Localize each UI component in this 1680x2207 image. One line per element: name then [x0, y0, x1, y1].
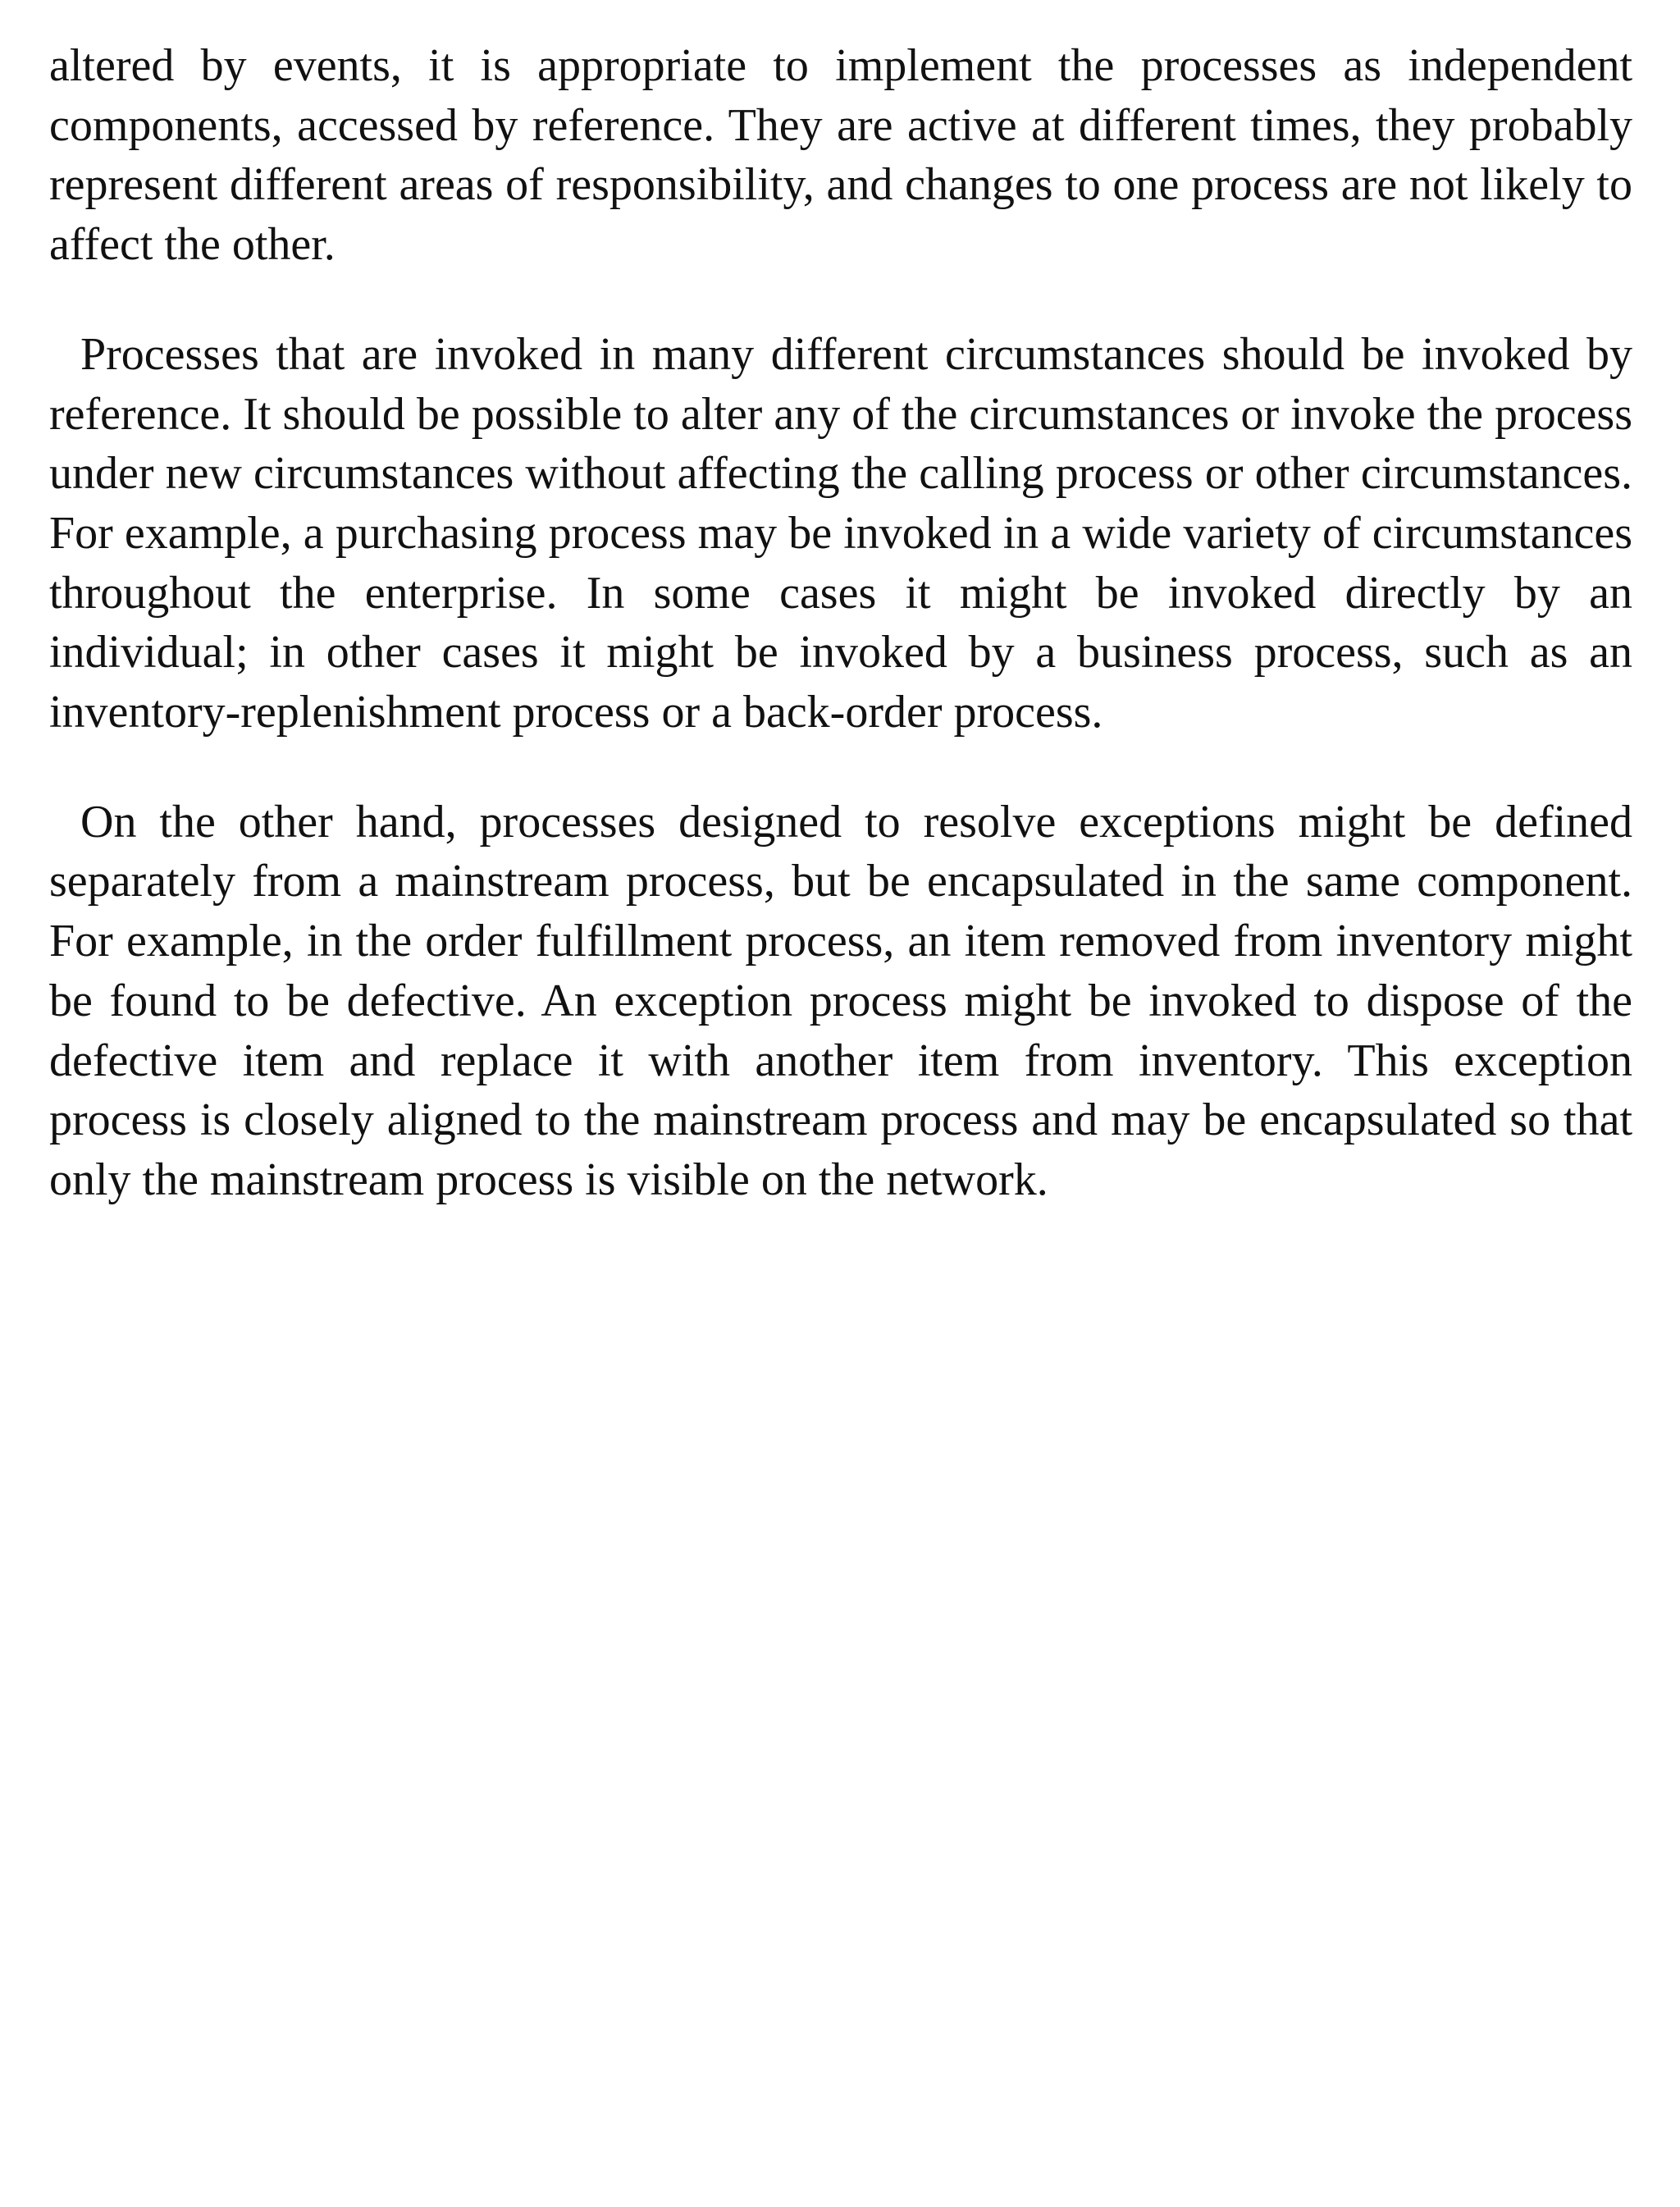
paragraph-invoked-by-reference: Processes that are invoked in many different circumstances should be invoked by reference. It should be possible to alter any of the circumstances or invoke the process under new circumstances without affecting the calling process or other circumstances. For example, a purchasing process may be invoked in a wide variety of circumstances throughout the enterprise. In some cases it might be invoked directly by an individual; in other cases it might be invoked by a business process, such as an inventory-replenishment process or a back-order process.: [49, 328, 1632, 738]
paragraph-exception-processes: On the other hand, processes designed to resolve exceptions might be defined separately from a mainstream process, but be encapsulated in the same component. For example, in the order fulfillment process, an item removed from inventory might be found to be defective. An exception process might be invoked to dispose of the defective item and replace it with another item from inventory. This exception process is closely aligned to the mainstream process and may be encapsulated so that only the mainstream process is visible on the network.: [49, 796, 1632, 1205]
document-page: [49, 36, 1632, 1210]
paragraph-continuation: altered by events, it is appropriate to implement the processes as independent components, accessed by reference. They are active at different times, they probably represent different areas of responsibility, and changes to one process are not likely to affect the other.: [49, 40, 1632, 271]
